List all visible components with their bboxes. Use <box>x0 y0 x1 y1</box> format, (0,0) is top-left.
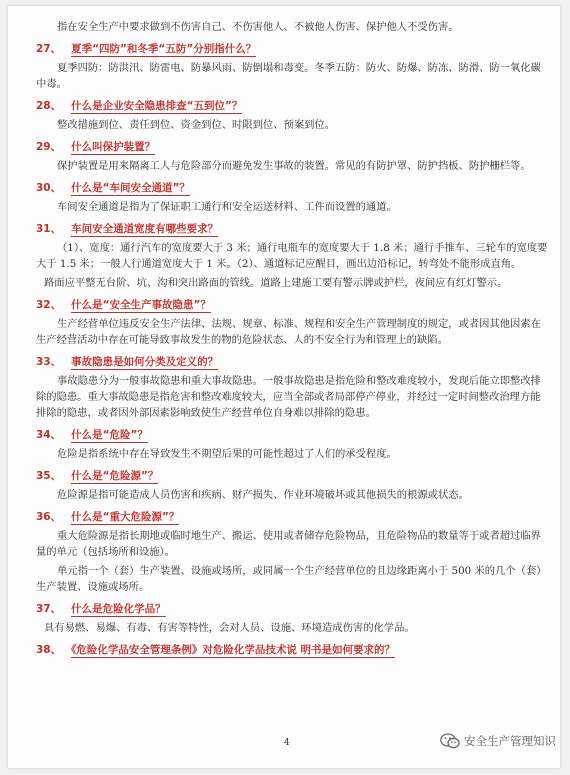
answer-paragraph: 事故隐患分为一般事故隐患和重大事故隐患。一般事故隐患是指危险和整改难度较小，发现后能立即整改排除的隐患。重大事故隐患是指危害和整改难度较大，应当全部或者局部停产停业，并经过一定时间整改治理方能排除的隐患，或者因外部因素影响致使生产经营单位自身难以排除的隐患。 <box>36 375 541 419</box>
question-text: 什么是危险化学品？ <box>71 603 166 615</box>
question-text: 什么是“安全生产事故隐患”？ <box>71 299 211 311</box>
document-page <box>8 6 560 768</box>
question-text: 什么是企业安全隐患排查“五到位”？ <box>71 100 243 112</box>
question-heading <box>36 297 548 313</box>
question-text: 夏季“四防”和冬季“五防”分别指什么？ <box>71 43 257 55</box>
question-text: 什么叫保护装置？ <box>71 141 156 153</box>
answer-paragraph: 具有易燃、易爆、有毒、有害等特性，会对人员、设施、环境造成伤害的化学品。 <box>44 622 415 634</box>
question-heading <box>36 427 548 443</box>
answer-paragraph: （1）、宽度：通行汽车的宽度要大于 3 米；通行电瓶车的宽度要大于 1.8 米；通行手推车、三轮车的宽度要大于 1.5 米；一般人行通道宽度大于 1 米。（2）、通道标记应醒目，画出边沿标记，转弯处不能形成直角。 <box>36 242 548 270</box>
answer-paragraph: 车间安全通道是指为了保证职工通行和安全运送材料、工件而设置的通道。 <box>57 201 397 213</box>
question-text: 车间安全通道宽度有哪些要求？ <box>71 223 219 235</box>
question-number: 28、 <box>36 100 62 112</box>
question-number: 27、 <box>36 43 62 55</box>
question-heading <box>36 139 548 155</box>
question-number: 35、 <box>36 470 62 482</box>
question-text: 什么是“重大危险源”？ <box>71 511 180 523</box>
question-number: 30、 <box>36 182 62 194</box>
answer-paragraph: 夏季四防：防洪汛、防雷电、防暴风雨、防倒塌和毒变。冬季五防：防火、防爆、防冻、防滑、防一氧化碳中毒。 <box>36 62 541 90</box>
question-heading <box>36 180 548 196</box>
answer-paragraph: 指在安全生产中要求做到不伤害自己、不伤害他人、不被他人伤害、保护他人不受伤害。 <box>57 21 459 33</box>
question-number: 37、 <box>36 603 62 615</box>
answer-paragraph: 危险是指系统中存在导致发生不期望后果的可能性超过了人们的承受程度。 <box>57 448 397 460</box>
question-heading <box>36 354 548 370</box>
question-heading <box>36 221 548 237</box>
question-heading <box>36 98 548 114</box>
watermark <box>440 733 556 749</box>
question-number: 32、 <box>36 299 62 311</box>
question-number: 31、 <box>36 223 62 235</box>
answer-paragraph: 整改措施到位、责任到位、资金到位、时限到位、预案到位。 <box>57 119 336 131</box>
question-heading <box>36 509 548 525</box>
question-text: 什么是“危险源”？ <box>71 470 159 482</box>
answer-paragraph: 生产经营单位违反安全生产法律、法规、规章、标准、规程和安全生产管理制度的规定，或者因其他因素在生产经营活动中存在可能导致事故发生的物的危险状态、人的不安全行为和管理上的缺陷。 <box>36 318 541 346</box>
question-text: 事故隐患是如何分类及定义的？ <box>71 356 219 368</box>
page-number: 4 <box>284 738 290 748</box>
answer-paragraph: 保护装置是用来隔离工人与危险部分而避免发生事故的装置。常见的有防护罩、防护挡板、防护栅栏等。 <box>57 160 531 172</box>
answer-paragraph: 危险源是指可能造成人员伤害和疾病、财产损失、作业环境破坏或其他损失的根源或状态。 <box>57 489 469 501</box>
question-number: 34、 <box>36 429 62 441</box>
question-heading <box>36 41 548 57</box>
question-number: 38、 <box>36 644 62 656</box>
wechat-icon <box>440 733 460 749</box>
question-number: 36、 <box>36 511 62 523</box>
answer-paragraph: 路面应平整无台阶、坑、沟和突出路面的管线。道路上建施工要有警示牌或护栏，夜间应有红灯警示。 <box>44 277 508 289</box>
question-number: 33、 <box>36 356 62 368</box>
answer-paragraph: 重大危险源是指长期地或临时地生产、搬运、使用或者储存危险物品，且危险物品的数量等于或者超过临界量的单元（包括场所和设施）。 <box>36 530 541 558</box>
question-text: 什么是“车间安全通道”？ <box>71 182 190 194</box>
watermark-text: 安全生产管理知识 <box>464 734 556 748</box>
question-number: 29、 <box>36 141 62 153</box>
question-text: 《危险化学品安全管理条例》对危险化学品技术说 明书是如何要求的？ <box>71 644 396 656</box>
question-heading <box>36 642 548 658</box>
question-heading <box>36 468 548 484</box>
question-text: 什么是“危险”？ <box>71 429 148 441</box>
question-heading <box>36 601 548 617</box>
page-content <box>36 16 548 658</box>
answer-paragraph: 单元指一个（套）生产装置、设施或场所，或同属一个生产经营单位的且边缘距离小于 500 米的几个（套）生产装置、设施或场所。 <box>36 565 547 593</box>
